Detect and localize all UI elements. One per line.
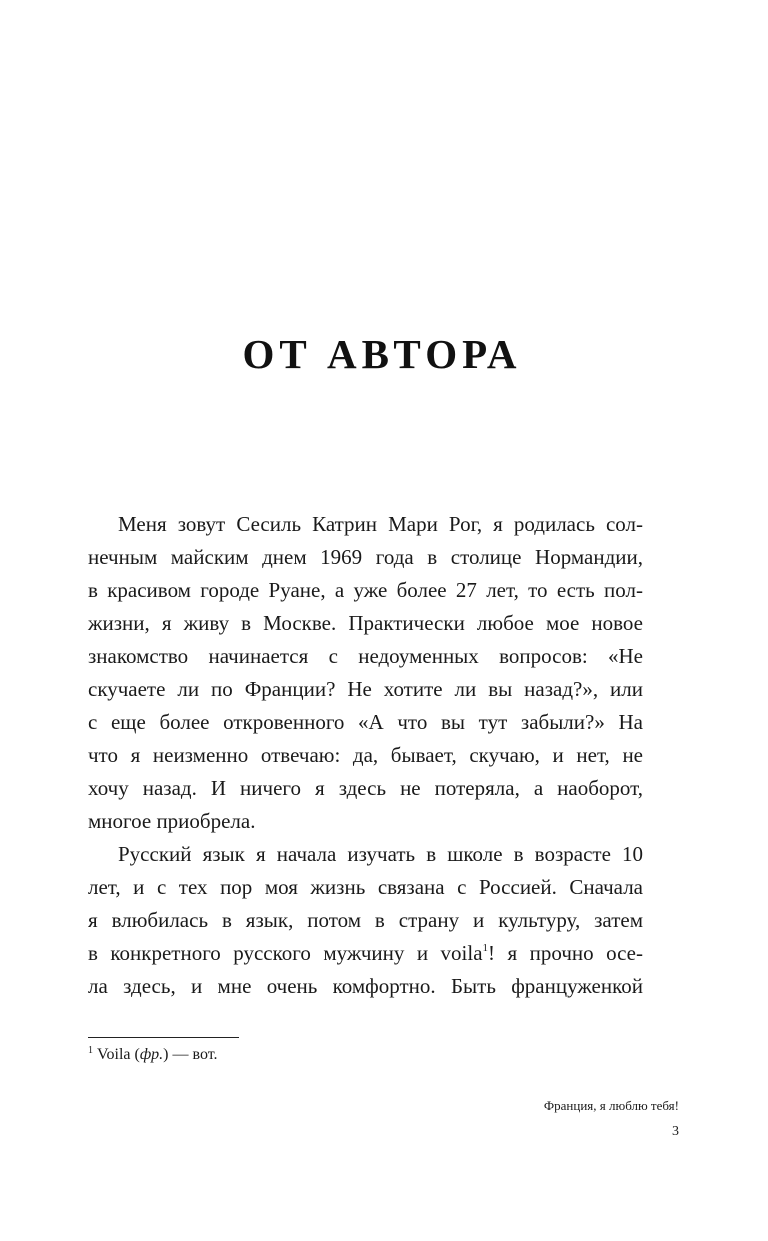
body-text — [88, 508, 643, 1003]
text-line: в красивом городе Руане, а уже более 27 лет, то есть пол- — [88, 578, 643, 602]
text-line: ла здесь, и мне очень комфортно. Быть француженкой — [88, 974, 643, 998]
footnote-term: Voila — [97, 1046, 131, 1063]
footnote-language: фр. — [139, 1046, 164, 1063]
footnote-marker: 1 — [88, 1045, 93, 1056]
chapter-title: ОТ АВТОРА — [242, 331, 522, 377]
footnote-definition: — вот. — [168, 1046, 218, 1063]
text-line: с еще более откровенного «А что вы тут забыли?» На — [88, 710, 643, 734]
text-line: что я неизменно отвечаю: да, бывает, скучаю, и нет, не — [88, 743, 643, 767]
text-line: жизни, я живу в Москве. Практически любое мое новое — [88, 611, 643, 635]
text-line: нечным майским днем 1969 года в столице Нормандии, — [88, 545, 643, 569]
footnote: $^1$ Voila (фр.) — вот. — [88, 1045, 218, 1063]
text-line: я влюбилась в язык, потом в страну и культуру, затем — [88, 908, 643, 932]
text-line: многое приобрела. — [88, 809, 256, 833]
running-head: Франция, я люблю тебя! — [543, 1098, 679, 1113]
text-line-with-footnote: в конкретного русского мужчину и voila$^1$! я прочно осе- — [88, 941, 643, 965]
text-line: знакомство начинается с недоуменных вопросов: «Не — [88, 644, 643, 668]
footnote-divider — [88, 1037, 239, 1038]
text-line: хочу назад. И ничего я здесь не потеряла, а наоборот, — [88, 776, 643, 800]
page-number: 3 — [672, 1124, 679, 1139]
text-line: скучаете ли по Франции? Не хотите ли вы назад?», или — [88, 677, 643, 701]
text-line: лет, и с тех пор моя жизнь связана с Россией. Сначала — [88, 875, 643, 899]
text-line: Меня зовут Сесиль Катрин Мари Рог, я родилась сол- — [118, 512, 643, 536]
text-line: Русский язык я начала изучать в школе в возрасте 10 — [118, 842, 643, 866]
footnote-reference[interactable]: 1 — [482, 942, 489, 954]
